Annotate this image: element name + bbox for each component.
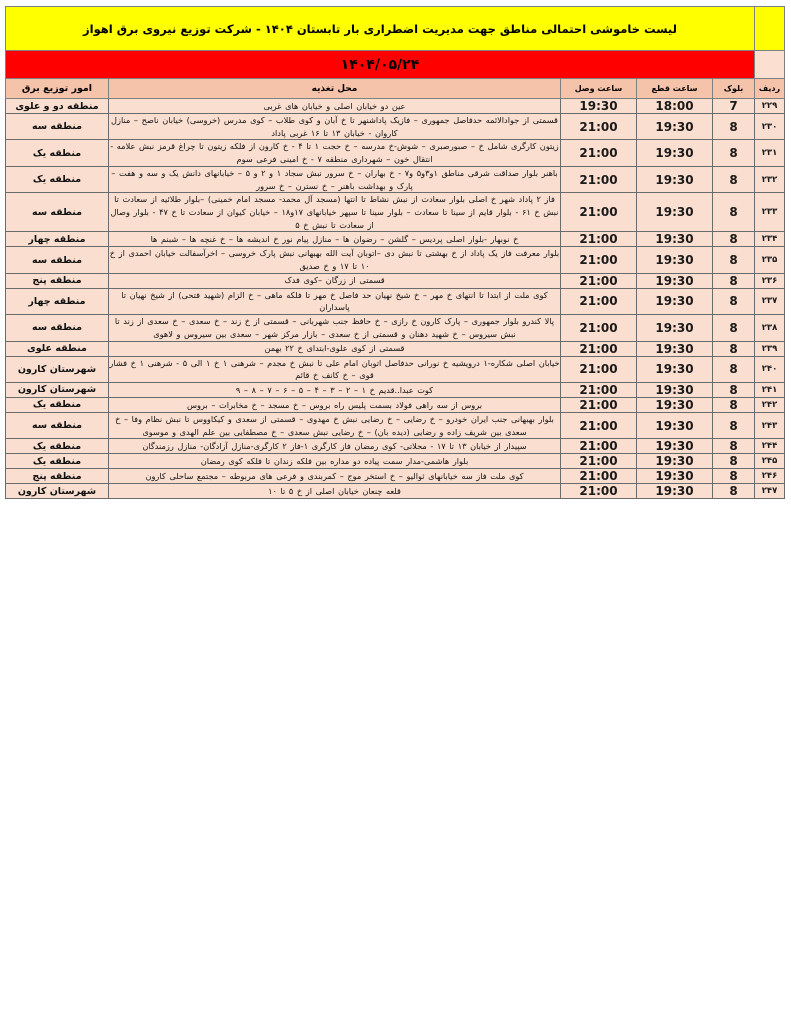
table-row xyxy=(5,439,784,454)
cell-location: خ نوبهار -بلوار اصلی پردیس – گلشن – رضوان ها – منازل پیام نور خ اندیشه ها – خ غنچه ها – شبنم ها xyxy=(109,232,561,247)
column-header-restore-time: ساعت وصل xyxy=(561,79,637,99)
cell-region: شهرستان کارون xyxy=(5,484,108,499)
table-row xyxy=(5,288,784,314)
cell-restore-time: 21:00 xyxy=(561,439,637,454)
cell-restore-time: 21:00 xyxy=(561,232,637,247)
title-corner-spacer xyxy=(755,7,785,51)
cell-location: کوت عبدا..قدیم خ ۱ – ۲ – ۳ – ۴ – ۵ – ۶ – ۷ – ۸ – ۹ xyxy=(109,382,561,397)
table-row xyxy=(5,484,784,499)
cell-block: 8 xyxy=(713,412,755,438)
cell-radif: ۲۳۳ xyxy=(755,193,785,232)
cell-location: قسمتی از زرگان –کوی فدک xyxy=(109,273,561,288)
cell-cut-time: 19:30 xyxy=(637,247,713,273)
cell-region: منطقه چهار xyxy=(5,232,108,247)
cell-region: منطقه علوی xyxy=(5,341,108,356)
cell-restore-time: 21:00 xyxy=(561,166,637,192)
cell-location: فاز ۲ پاداد شهر خ اصلی بلوار سعادت از نبش نشاط تا انتها (مسجد آل محمد- مسجد امام خمینی) –بلوار طلائیه از سعادت تا نبش خ ۶۱ - بلوار قایم از سینا تا سعادت – بلوار سینا تا سپهر خیابانهای ۱۷و۱۸ – خیابان کیوان از سعادت تا خ ۴۷ - بلوار وصال از سعادت تا نبش خ ۵ xyxy=(109,193,561,232)
title-row xyxy=(5,7,784,51)
cell-region: منطقه پنج xyxy=(5,273,108,288)
cell-radif: ۲۴۳ xyxy=(755,412,785,438)
cell-block: 8 xyxy=(713,397,755,412)
cell-cut-time: 19:30 xyxy=(637,412,713,438)
cell-region: منطقه چهار xyxy=(5,288,108,314)
cell-restore-time: 21:00 xyxy=(561,454,637,469)
cell-cut-time: 19:30 xyxy=(637,484,713,499)
cell-radif: ۲۴۴ xyxy=(755,439,785,454)
column-header-cut-time: ساعت قطع xyxy=(637,79,713,99)
cell-region: منطقه یک xyxy=(5,439,108,454)
cell-cut-time: 19:30 xyxy=(637,288,713,314)
cell-block: 8 xyxy=(713,166,755,192)
cell-cut-time: 19:30 xyxy=(637,232,713,247)
cell-radif: ۲۳۷ xyxy=(755,288,785,314)
cell-location: عین دو خیابان اصلی و خیابان های غربی xyxy=(109,99,561,114)
outage-table xyxy=(5,6,785,499)
date-row xyxy=(5,51,784,79)
cell-radif: ۲۴۰ xyxy=(755,356,785,382)
cell-cut-time: 19:30 xyxy=(637,341,713,356)
cell-cut-time: 19:30 xyxy=(637,382,713,397)
cell-region: منطقه دو و علوی xyxy=(5,99,108,114)
table-row xyxy=(5,273,784,288)
table-row xyxy=(5,99,784,114)
cell-cut-time: 19:30 xyxy=(637,273,713,288)
cell-cut-time: 19:30 xyxy=(637,397,713,412)
cell-cut-time: 18:00 xyxy=(637,99,713,114)
cell-radif: ۲۴۱ xyxy=(755,382,785,397)
table-row xyxy=(5,247,784,273)
cell-cut-time: 19:30 xyxy=(637,193,713,232)
column-header-location: محل تغذیه xyxy=(109,79,561,99)
cell-restore-time: 21:00 xyxy=(561,469,637,484)
cell-block: 8 xyxy=(713,288,755,314)
cell-cut-time: 19:30 xyxy=(637,356,713,382)
cell-location: بلوار بهبهانی جنب ایران خودرو – خ رضایی – خ رضایی نبش خ مهدوی – قسمتی از سعدی و کیکاووس تا نبش نظام وفا – خ سعدی بین شریف زاده و رضایی (دیده بان) – خ رضایی نبش سعدی – خ مصطفایی بین علم الهدی و موسوی xyxy=(109,412,561,438)
cell-block: 8 xyxy=(713,341,755,356)
cell-region: منطقه سه xyxy=(5,247,108,273)
table-row xyxy=(5,356,784,382)
cell-location: سپیدار از خیابان ۱۳ تا ۱۷ - محلاتی- کوی رمضان فاز کارگری ۱-فاز ۲ کارگری-منازل آزادگان- منازل رزمندگان xyxy=(109,439,561,454)
cell-restore-time: 21:00 xyxy=(561,288,637,314)
cell-location: بلوار هاشمی-مدار سمت پیاده دو مداره بین فلکه زندان تا فلکه کوی رمضان xyxy=(109,454,561,469)
cell-block: 8 xyxy=(713,273,755,288)
cell-block: 8 xyxy=(713,356,755,382)
cell-region: منطقه سه xyxy=(5,412,108,438)
cell-location: بلوار معرفت فاز یک پاداد از خ بهشتی تا نبش دی –اتوبان آیت الله بهبهانی نبش پارک خروسی – اخرآسفالت خیابان احمدی از خ ۱۰ تا ۱۷ و خ صدیق xyxy=(109,247,561,273)
cell-region: شهرستان کارون xyxy=(5,382,108,397)
column-header-region: امور توزیع برق xyxy=(5,79,108,99)
date-corner-spacer xyxy=(755,51,785,79)
cell-block: 8 xyxy=(713,439,755,454)
table-row xyxy=(5,315,784,341)
cell-restore-time: 21:00 xyxy=(561,382,637,397)
cell-block: 8 xyxy=(713,382,755,397)
cell-location: قسمتی از جوادالائمه حدفاصل جمهوری – فازیک پاداشنهر تا خ آبان و کوی طلاب – کوی مدرس (خروسی) خیابان ناصح – منازل کاروان - خیابان ۱۳ تا ۱۶ غربی پاداد xyxy=(109,114,561,140)
table-row xyxy=(5,232,784,247)
cell-restore-time: 21:00 xyxy=(561,315,637,341)
cell-region: شهرستان کارون xyxy=(5,356,108,382)
cell-radif: ۲۳۲ xyxy=(755,166,785,192)
cell-location: کوی ملت از ابتدا تا انتهای خ مهر – خ شیخ نهیان حد فاصل خ مهر تا فلکه ماهی – خ الزام (شهید فتحی) از شیخ نهیان تا پاسداران xyxy=(109,288,561,314)
cell-radif: ۲۳۵ xyxy=(755,247,785,273)
cell-cut-time: 19:30 xyxy=(637,439,713,454)
cell-block: 8 xyxy=(713,232,755,247)
cell-restore-time: 21:00 xyxy=(561,341,637,356)
column-header-block: بلوک xyxy=(713,79,755,99)
table-row xyxy=(5,140,784,166)
cell-block: 8 xyxy=(713,247,755,273)
cell-block: 8 xyxy=(713,454,755,469)
cell-restore-time: 21:00 xyxy=(561,247,637,273)
cell-region: منطقه یک xyxy=(5,397,108,412)
schedule-date: ۱۴۰۴/۰۵/۲۴ xyxy=(5,51,754,79)
cell-radif: ۲۳۱ xyxy=(755,140,785,166)
cell-radif: ۲۳۰ xyxy=(755,114,785,140)
cell-region: منطقه سه xyxy=(5,193,108,232)
cell-block: 8 xyxy=(713,469,755,484)
cell-restore-time: 21:00 xyxy=(561,114,637,140)
cell-cut-time: 19:30 xyxy=(637,114,713,140)
cell-location: زیتون کارگری شامل خ – صبورصبری – شوش-خ مدرسه – خ حجت ۱ تا ۴ - خ کارون از فلکه زیتون تا چراغ قرمز نبش علامه - انتقال خون – شهرداری منطقه ۷ - خ امینی فرعی سوم xyxy=(109,140,561,166)
column-header-radif: ردیف xyxy=(755,79,785,99)
cell-cut-time: 19:30 xyxy=(637,315,713,341)
table-row xyxy=(5,382,784,397)
cell-restore-time: 19:30 xyxy=(561,99,637,114)
cell-block: 8 xyxy=(713,114,755,140)
table-row xyxy=(5,454,784,469)
cell-restore-time: 21:00 xyxy=(561,273,637,288)
table-row xyxy=(5,469,784,484)
cell-cut-time: 19:30 xyxy=(637,140,713,166)
cell-radif: ۲۳۸ xyxy=(755,315,785,341)
table-row xyxy=(5,412,784,438)
cell-region: منطقه سه xyxy=(5,315,108,341)
cell-radif: ۲۲۹ xyxy=(755,99,785,114)
page-title: لیست خاموشی احتمالی مناطق جهت مدیریت اضطراری بار تابستان ۱۴۰۴ - شرکت توزیع نیروی برق اهواز xyxy=(5,7,754,51)
cell-region: منطقه سه xyxy=(5,114,108,140)
cell-region: منطقه یک xyxy=(5,166,108,192)
cell-restore-time: 21:00 xyxy=(561,356,637,382)
column-header-row xyxy=(5,79,784,99)
cell-location: قسمتی از کوی علوی-ابتدای خ ۲۲ بهمن xyxy=(109,341,561,356)
cell-restore-time: 21:00 xyxy=(561,397,637,412)
cell-restore-time: 21:00 xyxy=(561,140,637,166)
cell-block: 8 xyxy=(713,315,755,341)
cell-region: منطقه یک xyxy=(5,454,108,469)
cell-restore-time: 21:00 xyxy=(561,412,637,438)
cell-radif: ۲۴۲ xyxy=(755,397,785,412)
cell-region: منطقه پنج xyxy=(5,469,108,484)
cell-region: منطقه یک xyxy=(5,140,108,166)
cell-cut-time: 19:30 xyxy=(637,166,713,192)
cell-block: 8 xyxy=(713,140,755,166)
cell-location: خیابان اصلی شکاره-۱ درویشیه خ نورانی حدفاصل اتوبان امام علی تا نبش خ مجدم – شرهنی ۱ خ ۱ الی ۵ - شرهنی ۱ خ فشار قوی – خ کانف خ قائم xyxy=(109,356,561,382)
cell-radif: ۲۳۶ xyxy=(755,273,785,288)
cell-location: قلعه چنعان خیابان اصلی از خ ۵ تا ۱۰ xyxy=(109,484,561,499)
cell-radif: ۲۳۹ xyxy=(755,341,785,356)
cell-radif: ۲۴۷ xyxy=(755,484,785,499)
table-row xyxy=(5,114,784,140)
cell-restore-time: 21:00 xyxy=(561,484,637,499)
table-row xyxy=(5,166,784,192)
cell-location: کوی ملت فاز سه خیابانهای ثواليو – خ استخر موج – کمربندی و فرعی های مربوطه – مجتمع ساحلی کارون xyxy=(109,469,561,484)
cell-cut-time: 19:30 xyxy=(637,469,713,484)
cell-cut-time: 19:30 xyxy=(637,454,713,469)
cell-radif: ۲۳۴ xyxy=(755,232,785,247)
cell-restore-time: 21:00 xyxy=(561,193,637,232)
table-row xyxy=(5,341,784,356)
cell-location: پالا کندرو بلوار جمهوری – پارک کارون خ رازی – خ حافظ جنب شهربانی – قسمتی از خ زند – خ سعدی – خ سعدی از زند تا نبش سیروس – خ شهید دهنان و قسمتی از خ سعدی – بازار مرکز شهر – سعدی بین سیروس و لاهوی xyxy=(109,315,561,341)
cell-block: 7 xyxy=(713,99,755,114)
cell-block: 8 xyxy=(713,484,755,499)
cell-radif: ۲۴۵ xyxy=(755,454,785,469)
table-header-group xyxy=(5,7,784,99)
cell-location: بروس از سه راهی فولاد بسمت پلیس راه بروس – خ مسجد – خ مخابرات – بروس xyxy=(109,397,561,412)
cell-location: باهنر بلوار صداقت شرقی مناطق ۱و۳و۵ و۷ - خ بهاران – خ سرور نبش سجاد ۱ و ۲ و ۵ – خیابانهای دانش یک و سه و هفت – پارک و بهداشت باهنر – خ نسترن – خ سرور xyxy=(109,166,561,192)
cell-block: 8 xyxy=(713,193,755,232)
table-row xyxy=(5,397,784,412)
table-body xyxy=(5,99,784,499)
table-row xyxy=(5,193,784,232)
cell-radif: ۲۴۶ xyxy=(755,469,785,484)
